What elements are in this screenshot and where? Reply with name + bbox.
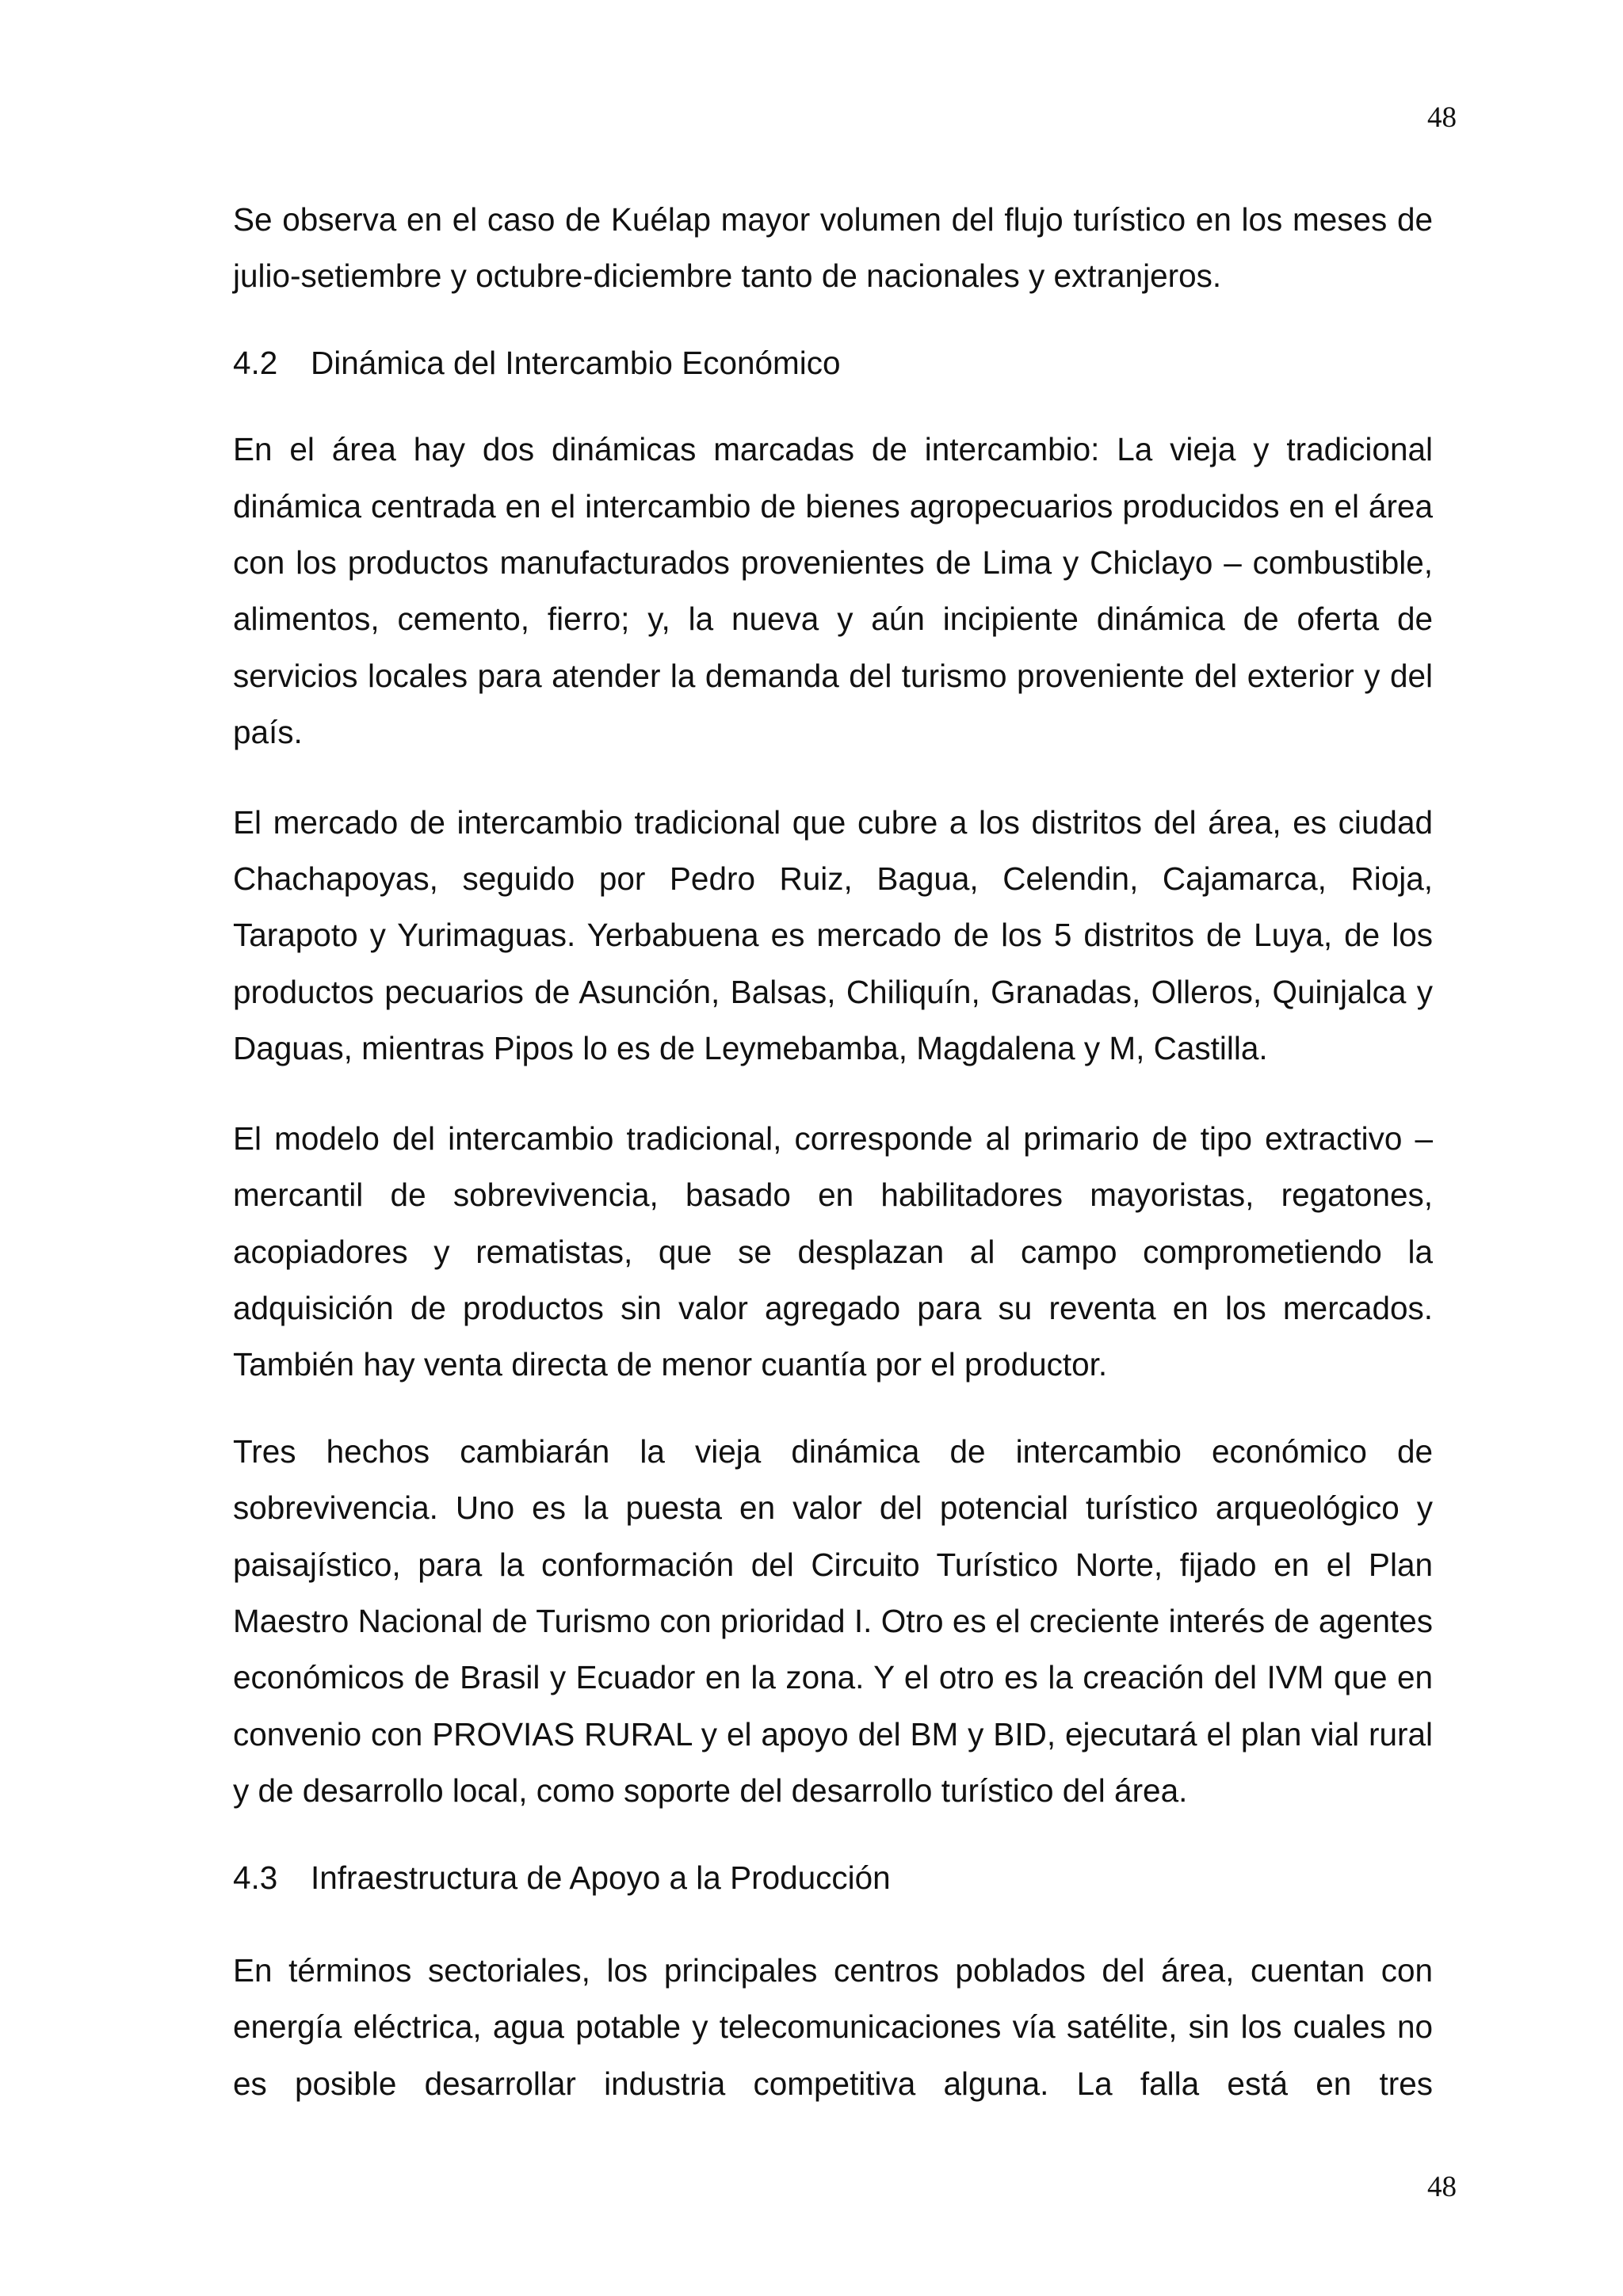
page-number-bottom: 48	[1427, 2171, 1457, 2203]
paragraph-traditional-market: El mercado de intercambio tradicional que cubre a los distritos del área, es ciudad Chachapoyas, seguido por Pedro Ruiz, Bagua, Celendin, Cajamarca, Rioja, Tarapoto y Yurimaguas. Yerbabuena es mercado de los 5 distritos de Luya, de los productos pecuarios de Asunción, Balsas, Chiliquín, Granadas, Olleros, Quinjalca y Daguas, mientras Pipos lo es de Leymebamba, Magdalena y M, Castilla.	[233, 803, 1433, 1067]
page-number-top: 48	[1427, 101, 1457, 134]
section-heading-4-2	[233, 335, 1433, 391]
paragraph-three-facts: Tres hechos cambiarán la vieja dinámica de intercambio económico de sobrevivencia. Uno es la puesta en valor del potencial turístico arqueológico y paisajístico, para la conformación del Circuito Turístico Norte, fijado en el Plan Maestro Nacional de Turismo con prioridad I. Otro es el creciente interés de agentes económicos de Brasil y Ecuador en la zona. Y el otro es la creación del IVM que en convenio con PROVIAS RURAL y el apoyo del BM y BID, ejecutará el plan vial rural y de desarrollo local, como soporte del desarrollo turístico del área.	[233, 1432, 1433, 1810]
section-number: 4.2	[233, 344, 278, 381]
section-heading-4-3	[233, 1850, 1433, 1906]
paragraph-infrastructure: En términos sectoriales, los principales centros poblados del área, cuentan con energía eléctrica, agua potable y telecomunicaciones vía satélite, sin los cuales no es posible desarrollar industria competitiva alguna. La falla está en tres	[233, 1951, 1433, 2102]
paragraph-kuelap-flow: Se observa en el caso de Kuélap mayor volumen del flujo turístico en los meses de julio-setiembre y octubre-diciembre tanto de nacionales y extranjeros.	[233, 201, 1433, 295]
section-title: Dinámica del Intercambio Económico	[311, 344, 841, 381]
paragraph-exchange-dynamics: En el área hay dos dinámicas marcadas de intercambio: La vieja y tradicional dinámica centrada en el intercambio de bienes agropecuarios producidos en el área con los productos manufacturados provenientes de Lima y Chiclayo – combustible, alimentos, cemento, fierro; y, la nueva y aún incipiente dinámica de oferta de servicios locales para atender la demanda del turismo proveniente del exterior y del país.	[233, 431, 1433, 751]
section-number: 4.3	[233, 1859, 278, 1896]
document-body	[233, 192, 1433, 2112]
paragraph-traditional-model: El modelo del intercambio tradicional, corresponde al primario de tipo extractivo – mercantil de sobrevivencia, basado en habilitadores mayoristas, regatones, acopiadores y rematistas, que se desplazan al campo comprometiendo la adquisición de productos sin valor agregado para su reventa en los mercados. También hay venta directa de menor cuantía por el productor.	[233, 1119, 1433, 1383]
section-title: Infraestructura de Apoyo a la Producción	[311, 1859, 891, 1896]
